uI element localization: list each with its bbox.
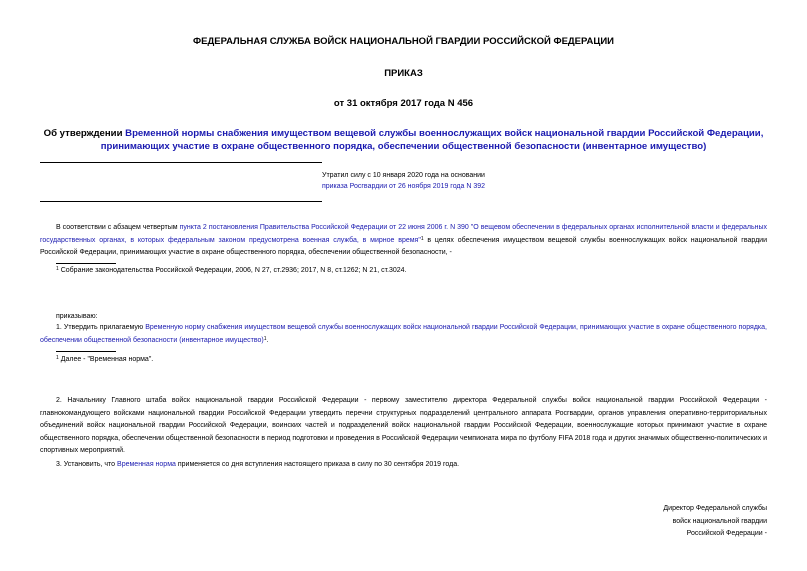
footnote-1-text: Собрание законодательства Российской Федерации, 2006, N 27, ст.2936; 2017, N 8, ст.1262; N 21, ст.3024. — [58, 267, 407, 274]
divider-bottom — [40, 201, 322, 202]
order-item-2: 2. Начальнику Главного штаба войск национальной гвардии Российской Федерации - первому заместителю директора Федеральной службы войск национальной гвардии Российской Федерации - главнокомандующего войсками национальной гвардии Российской Федерации утвердить перечни структурных подразделений центрального аппарата Росгвардии, органов управления оперативно-территориальных объединений войск национальной гвардии Российской Федерации, воинских частей и подразделений войск национальной гвардии Российской Федерации, военнослужащие которых принимают участие в охране общественного порядка, обеспечении общественной безопасности в период подготовки и проведения в Российской Федерации чемпионата мира по футболу FIFA 2018 года и других значимых общественно-политических и спортивных мероприятий. — [40, 397, 767, 454]
divider-top — [40, 162, 322, 163]
preamble-decree-link[interactable]: пункта 2 постановления Правительства Российской Федерации от 22 июня 2006 г. N 390 "О вещевом обеспечении в федеральных органах исполнительной власти и федеральных государственных органах, в которых федеральным законом предусмотрена военная служба, в мирное время" — [40, 224, 767, 244]
order-item-1 — [40, 322, 767, 347]
footnote-2 — [56, 354, 756, 365]
order-item-3 — [40, 459, 767, 472]
status-repeal-link[interactable]: приказа Росгвардии от 26 ноября 2019 года N 392 — [321, 183, 486, 190]
signature-line-2: войск национальной гвардии — [672, 517, 767, 525]
footnote-1 — [56, 265, 756, 276]
footnote-ref-2: 1 — [263, 335, 267, 342]
item-1-start: 1. Утвердить прилагаемую — [56, 324, 146, 331]
order-verb: приказываю: — [56, 313, 98, 320]
signature-line-1: Директор Федеральной службы — [663, 505, 767, 512]
status-line-1: Утратил силу с 10 января 2020 года на основании — [322, 172, 485, 179]
item-1-end: . — [266, 336, 269, 344]
item-1-norm-link[interactable]: Временную норму снабжения имуществом вещевой службы военнослужащих войск национальной гвардии Российской Федерации, принимающих участие в охране общественного порядка, обеспечении общественной безопасности (инвентарное имущество) — [40, 324, 767, 344]
title-prefix: Об утверждении — [43, 128, 126, 139]
footnote-1-marker: 1 — [56, 266, 59, 272]
preamble-end: в целях обеспечения имуществом вещевой службы военнослужащих войск национальной гвардии Российской Федерации, принимающих участие в охране общественного порядка, обеспечении общественной безопасности, - — [40, 236, 767, 256]
signature-line-3: Российской Федерации - — [686, 530, 767, 537]
item-3-start: 3. Установить, что — [56, 461, 118, 468]
title-link[interactable]: Временной нормы снабжения имуществом вещевой службы военнослужащих войск национальной гвардии Российской Федерации, принимающих участие в охране общественного порядка, обеспечении общественной безопасности (инвентарное имущество) — [100, 128, 764, 152]
footnote-divider-1 — [56, 263, 116, 264]
footnote-ref-1: 1 — [420, 235, 424, 242]
agency-heading: ФЕДЕРАЛЬНАЯ СЛУЖБА ВОЙСК НАЦИОНАЛЬНОЙ ГВАРДИИ РОССИЙСКОЙ ФЕДЕРАЦИИ — [193, 36, 614, 47]
preamble-paragraph — [40, 222, 767, 260]
item-3-end: применяется со дня вступления настоящего приказа в силу по 30 сентября 2019 года. — [175, 461, 460, 468]
footnote-2-text: Далее - "Временная норма". — [58, 356, 154, 363]
signature-block — [467, 503, 767, 541]
document-type: ПРИКАЗ — [384, 68, 423, 79]
document-title — [40, 127, 767, 153]
footnote-divider-2 — [56, 351, 116, 352]
footnote-2-marker: 1 — [56, 355, 59, 361]
status-note — [0, 170, 807, 192]
preamble-start: В соответствии с абзацем четвертым — [56, 224, 180, 231]
document-date-number: от 31 октября 2017 года N 456 — [333, 98, 474, 109]
item-3-norm-link[interactable]: Временная норма — [117, 461, 176, 468]
